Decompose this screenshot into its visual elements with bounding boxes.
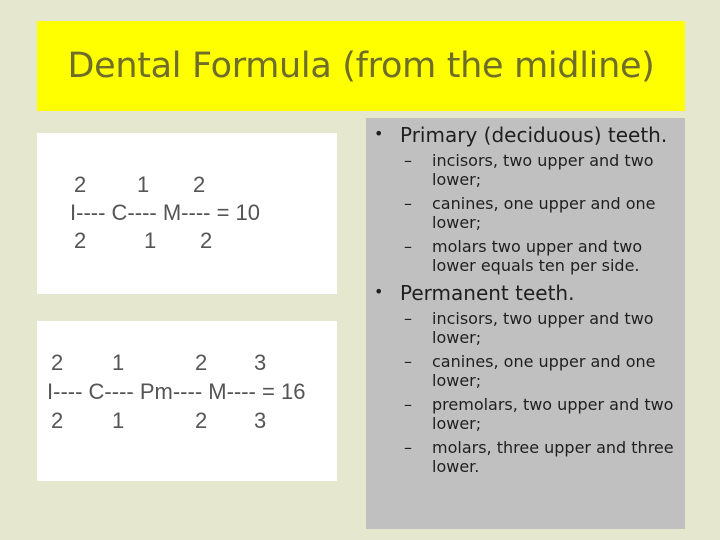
primary-item — [404, 194, 682, 232]
permanent-formula-line: I---- C---- Pm---- M---- = 16 — [47, 379, 306, 404]
dash-icon: – — [404, 438, 412, 457]
text-panel — [366, 118, 685, 529]
primary-item — [404, 237, 682, 275]
title-bar — [37, 21, 685, 111]
primary-formula-image — [37, 133, 337, 294]
primary-bottom-canine: 1 — [144, 228, 157, 253]
slide-title: Dental Formula (from the midline) — [67, 46, 655, 86]
bullet-dot-icon: • — [374, 282, 384, 301]
bullet-permanent-heading — [374, 281, 575, 305]
permanent-bottom-premolar: 2 — [195, 408, 208, 433]
permanent-item-text: premolars, two upper and two lower; — [432, 395, 674, 433]
primary-top-molar: 2 — [193, 172, 206, 197]
dash-icon: – — [404, 395, 412, 414]
primary-item-text: molars two upper and two lower equals ten per side. — [432, 237, 643, 275]
dash-icon: – — [404, 352, 412, 371]
primary-bottom-molar: 2 — [200, 228, 213, 253]
permanent-formula-image — [37, 321, 337, 481]
primary-top-incisor: 2 — [74, 172, 87, 197]
permanent-top-molar: 3 — [254, 350, 267, 375]
permanent-item-text: molars, three upper and three lower. — [432, 438, 674, 476]
primary-heading-text: Primary (deciduous) teeth. — [400, 123, 668, 147]
bullet-primary-heading — [374, 123, 668, 147]
permanent-bottom-incisor: 2 — [51, 408, 64, 433]
permanent-heading-text: Permanent teeth. — [400, 281, 575, 305]
permanent-top-canine: 1 — [112, 350, 125, 375]
dash-icon: – — [404, 309, 412, 328]
primary-item-text: incisors, two upper and two lower; — [432, 151, 654, 189]
permanent-top-premolar: 2 — [195, 350, 208, 375]
permanent-item-text: canines, one upper and one lower; — [432, 352, 656, 390]
primary-bottom-incisor: 2 — [74, 228, 87, 253]
dash-icon: – — [404, 151, 412, 170]
permanent-bottom-canine: 1 — [112, 408, 125, 433]
permanent-item — [404, 438, 682, 476]
primary-item — [404, 151, 682, 189]
primary-formula-line: I---- C---- M---- = 10 — [70, 200, 261, 225]
dash-icon: – — [404, 194, 412, 213]
bullet-dot-icon: • — [374, 124, 384, 143]
permanent-top-incisor: 2 — [51, 350, 64, 375]
permanent-item — [404, 395, 682, 433]
primary-item-text: canines, one upper and one lower; — [432, 194, 656, 232]
primary-top-canine: 1 — [137, 172, 150, 197]
permanent-item — [404, 309, 682, 347]
permanent-item-text: incisors, two upper and two lower; — [432, 309, 654, 347]
permanent-item — [404, 352, 682, 390]
dash-icon: – — [404, 237, 412, 256]
permanent-bottom-molar: 3 — [254, 408, 267, 433]
